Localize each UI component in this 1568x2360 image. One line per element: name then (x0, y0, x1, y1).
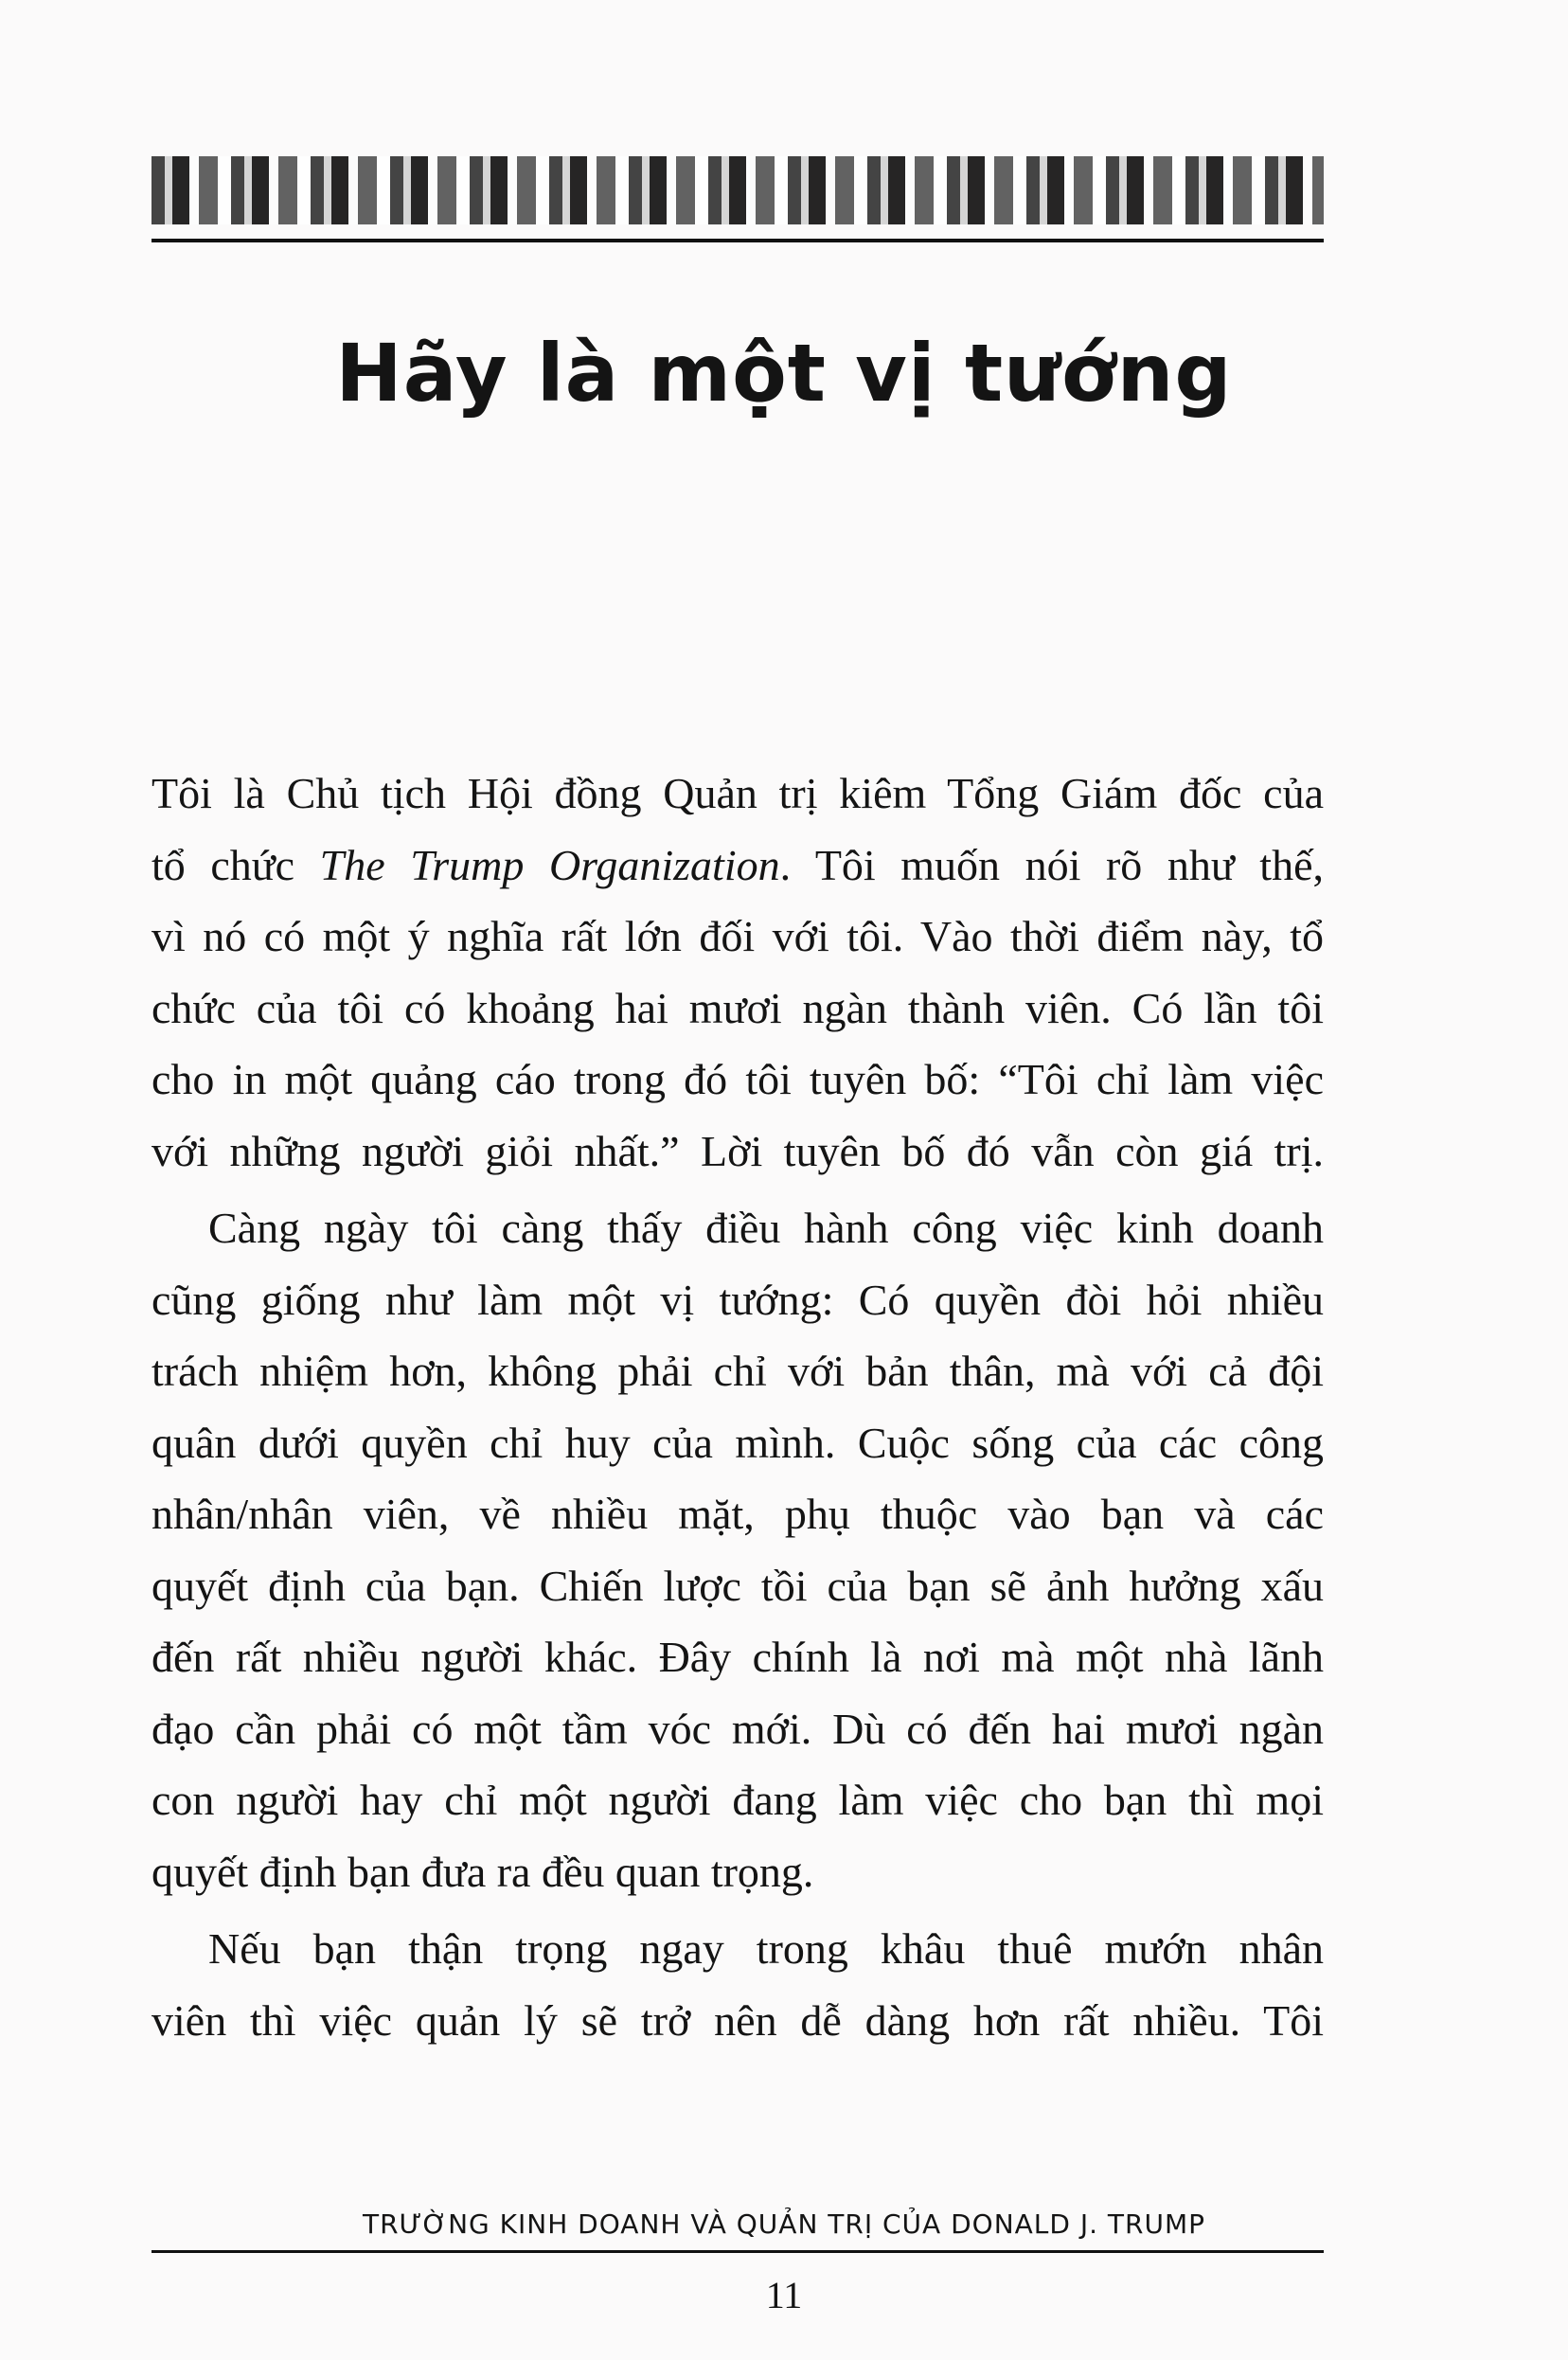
paragraph-2 (151, 1192, 1324, 1907)
text-line: cho in một quảng cáo trong đó tôi tuyên bố: “Tôi chỉ làm việc (151, 1055, 1324, 1103)
text-line: quyết định của bạn. Chiến lược tồi của bạn sẽ ảnh hưởng xấu (151, 1561, 1324, 1610)
text-line: đến rất nhiều người khác. Đây chính là nơi mà một nhà lãnh (151, 1633, 1324, 1681)
page-number: 11 (765, 2274, 803, 2316)
text-line: trách nhiệm hơn, không phải chỉ với bản thân, mà với cả đội (151, 1347, 1324, 1395)
text-line: Nếu bạn thận trọng ngay trong khâu thuê mướn nhân (208, 1924, 1324, 1973)
text-line (151, 830, 1324, 902)
text-line: chức của tôi có khoảng hai mươi ngàn thành viên. Có lần tôi (151, 983, 1324, 1032)
italic-organization-name: The Trump Organization (319, 840, 780, 889)
text-line: Tôi là Chủ tịch Hội đồng Quản trị kiêm Tổng Giám đốc của (151, 769, 1324, 817)
text-line: quân dưới quyền chỉ huy của mình. Cuộc sống của các công (151, 1418, 1324, 1467)
decorative-header-banner (151, 156, 1324, 224)
text-line: đạo cần phải có một tầm vóc mới. Dù có đến hai mươi ngàn (151, 1704, 1324, 1753)
text-line: viên thì việc quản lý sẽ trở nên dễ dàng hơn rất nhiều. Tôi (151, 1995, 1324, 2045)
header-rule (151, 239, 1324, 242)
text-line: Càng ngày tôi càng thấy điều hành công việc kinh doanh (208, 1204, 1324, 1252)
text-line: quyết định bạn đưa ra đều quan trọng. (151, 1847, 814, 1896)
text-line: con người hay chỉ một người đang làm việc cho bạn thì mọi (151, 1776, 1324, 1824)
chapter-title: Hãy là một vị tướng (335, 327, 1233, 420)
text-line: với những người giỏi nhất.” Lời tuyên bố đó vẫn còn giá trị. (151, 1126, 1324, 1175)
text-line-content: tổ chức The Trump Organization. Tôi muốn nói rõ như thế, (151, 840, 1325, 889)
paragraph-3 (151, 1913, 1324, 2056)
paragraph-1 (151, 758, 1324, 1187)
body-text (151, 758, 1324, 2056)
text-line: cũng giống như làm một vị tướng: Có quyền đòi hỏi nhiều (151, 1275, 1324, 1324)
text-line: nhân/nhân viên, về nhiều mặt, phụ thuộc vào bạn và các (151, 1490, 1324, 1538)
running-footer-title: TRƯỜNG KINH DOANH VÀ QUẢN TRỊ CỦA DONALD J. TRUMP (362, 2208, 1206, 2240)
text-line: vì nó có một ý nghĩa rất lớn đối với tôi. Vào thời điểm này, tổ (151, 912, 1324, 960)
footer-rule (151, 2250, 1324, 2253)
